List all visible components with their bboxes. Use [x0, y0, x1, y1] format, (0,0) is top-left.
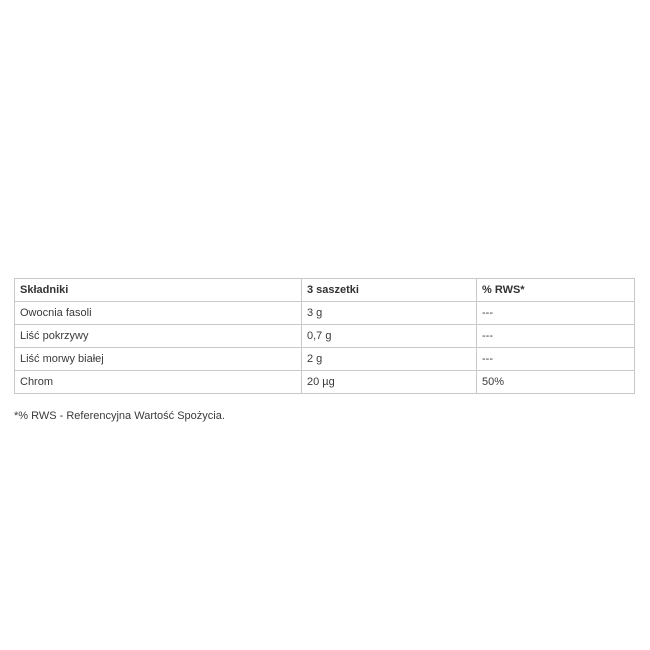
header-rws: % RWS*	[477, 279, 635, 302]
table-header-row	[15, 279, 635, 302]
table-row	[15, 302, 635, 325]
cell-rws: ---	[477, 348, 635, 371]
cell-amount: 2 g	[302, 348, 477, 371]
header-ingredients: Składniki	[15, 279, 302, 302]
cell-ingredient: Owocnia fasoli	[15, 302, 302, 325]
nutrition-table	[14, 278, 635, 394]
table-row	[15, 325, 635, 348]
footnote: *% RWS - Referencyjna Wartość Spożycia.	[14, 410, 225, 422]
cell-rws: ---	[477, 325, 635, 348]
header-amount: 3 saszetki	[302, 279, 477, 302]
cell-amount: 3 g	[302, 302, 477, 325]
cell-rws: ---	[477, 302, 635, 325]
table-row	[15, 371, 635, 394]
cell-rws: 50%	[477, 371, 635, 394]
cell-amount: 0,7 g	[302, 325, 477, 348]
table-row	[15, 348, 635, 371]
cell-ingredient: Liść morwy białej	[15, 348, 302, 371]
cell-ingredient: Chrom	[15, 371, 302, 394]
cell-ingredient: Liść pokrzywy	[15, 325, 302, 348]
cell-amount: 20 µg	[302, 371, 477, 394]
